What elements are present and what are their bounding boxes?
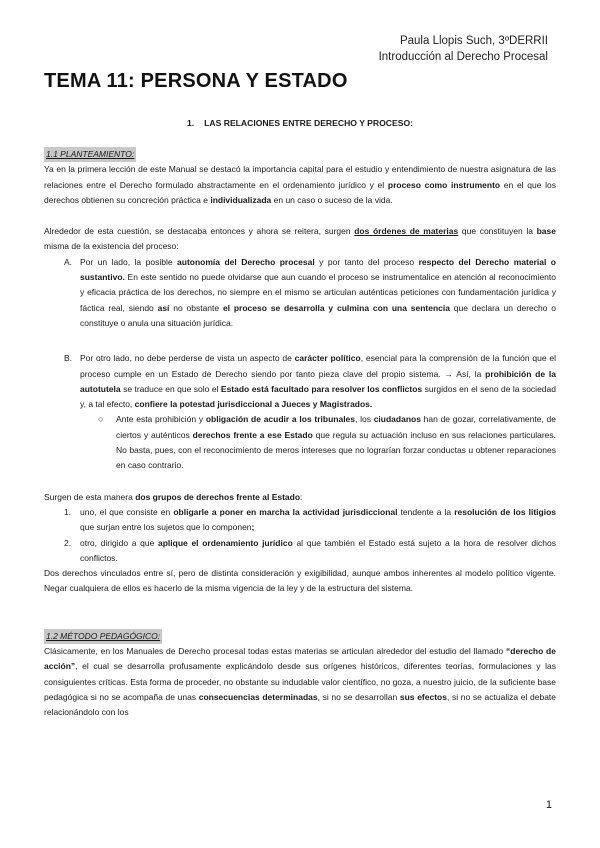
list-item-bullet bbox=[98, 412, 556, 473]
list-item-text: Por otro lado, no debe perderse de vista un aspecto de carácter político, esencial para la comprensión de la función que el proceso cumple en un Estado de Derecho siendo por tanto pieza clave del propio sistema. → Así, la prohibición de la autotutela se traduce en que solo el Estado está facultado para resolver los conflictos surgidos en el seno de la sociedad y, a tal efecto, confiere la potestad jurisdiccional a Jueces y Magistrados. bbox=[80, 353, 557, 410]
paragraph-method: Clásicamente, en los Manuales de Derecho procesal todas estas materias se articulan alrededor del estudio del llamado “derecho de acción”, el cual se desarrolla profusamente explicándolo desde sus orígenes históricos, diferentes teorías, formulaciones y las consiguientes críticas. Esta forma de proceder, no obstante su indudable valor científico, no goza, a nuestro juicio, de la suficiente base pedagógica si no se acompaña de unas consecuencias determinadas, si no se desarrollan sus efectos, si no se actualiza el debate relacionándolo con los bbox=[44, 646, 557, 718]
paragraph-two-orders: Alrededor de esta cuestión, se destacaba entonces y ahora se reitera, surgen dos órdenes de materias que constituyen la base misma de la existencia del proceso: bbox=[44, 226, 556, 252]
list-item-text: uno, el que consiste en obligarle a poner en marcha la actividad jurisdiccional tendente a la resolución de los litigios que surjan entre los sujetos que lo componen; bbox=[80, 506, 557, 533]
paragraph-intro: Ya en la primera lección de este Manual se destacó la importancia capital para el estudio y entendimiento de nuestra asignatura de las relaciones entre el Derecho formulado abstractamente en el ordenamiento jurídico y el proceso como instrumento en el que los derechos obtienen su concreción práctica e individualizada en un caso o suceso de la vida. bbox=[44, 164, 556, 205]
list-item-b bbox=[64, 351, 556, 412]
list-item-text: otro, dirigido a que aplique el ordenamiento jurídico al que también el Estado está sujeto a la hora de resolver dichos conflictos. bbox=[80, 537, 556, 563]
numbered-item-1 bbox=[64, 505, 556, 536]
paragraph-linked-rights: Dos derechos vinculados entre sí, pero de distinta consideración y exigibilidad, aunque ambos inherentes al modelo político vigente. Negar cualquiera de ellos es hacerlo de la misma vigencia de la ley y de la estructura del sistema. bbox=[44, 568, 556, 594]
list-marker: 1. bbox=[64, 506, 72, 517]
section-number: 1. bbox=[187, 118, 195, 128]
page-number: 1 bbox=[545, 799, 552, 811]
numbered-item-2 bbox=[64, 536, 556, 567]
list-marker: B. bbox=[64, 353, 73, 364]
document-body bbox=[44, 147, 556, 721]
header-course: Introducción al Derecho Procesal bbox=[378, 51, 548, 63]
list-marker: A. bbox=[64, 256, 73, 267]
section-title: LAS RELACIONES ENTRE DERECHO Y PROCESO: bbox=[204, 118, 413, 128]
subsection-heading-metodo: 1.2 MÉTODO PEDAGÓGICO: bbox=[44, 629, 162, 644]
page-header bbox=[379, 33, 548, 65]
subsection-heading-planteamiento: 1.1 PLANTEAMIENTO: bbox=[44, 147, 136, 162]
document-title: TEMA 11: PERSONA Y ESTADO bbox=[44, 70, 348, 92]
circle-bullet-icon: ○ bbox=[98, 414, 104, 425]
section-heading bbox=[0, 118, 600, 128]
list-item-text: Ante esta prohibición y obligación de acudir a los tribunales, los ciudadanos han de gozar, correlativamente, de ciertos y auténticos derechos frente a ese Estado que regula su actuación incluso en sus relaciones particulares. No basta, pues, con el reconocimiento de meros intereses que no lograrían forzar conductas u obtener reparaciones en caso contrario. bbox=[116, 414, 557, 471]
list-marker: 2. bbox=[64, 537, 72, 548]
list-item-text: Por un lado, la posible autonomía del Derecho procesal y por tanto del proceso respecto del Derecho material o sustantivo. En este sentido no puede olvidarse que aun cuando el proceso se instrumentalice en atención al reconocimiento y eficacia práctica de los derechos, no siempre en el mismo se articulan auténticas peticiones con fundamentación jurídica y fáctica real, siendo así no obstante el proceso se desarrolla y culmina con una sentencia que declara un derecho o constituye o anula una situación jurídica. bbox=[80, 256, 556, 328]
paragraph-two-groups: Surgen de esta manera dos grupos de derechos frente al Estado: bbox=[44, 491, 303, 502]
list-item-a bbox=[64, 255, 556, 331]
header-author: Paula Llopis Such, 3ºDERRII bbox=[399, 35, 548, 47]
